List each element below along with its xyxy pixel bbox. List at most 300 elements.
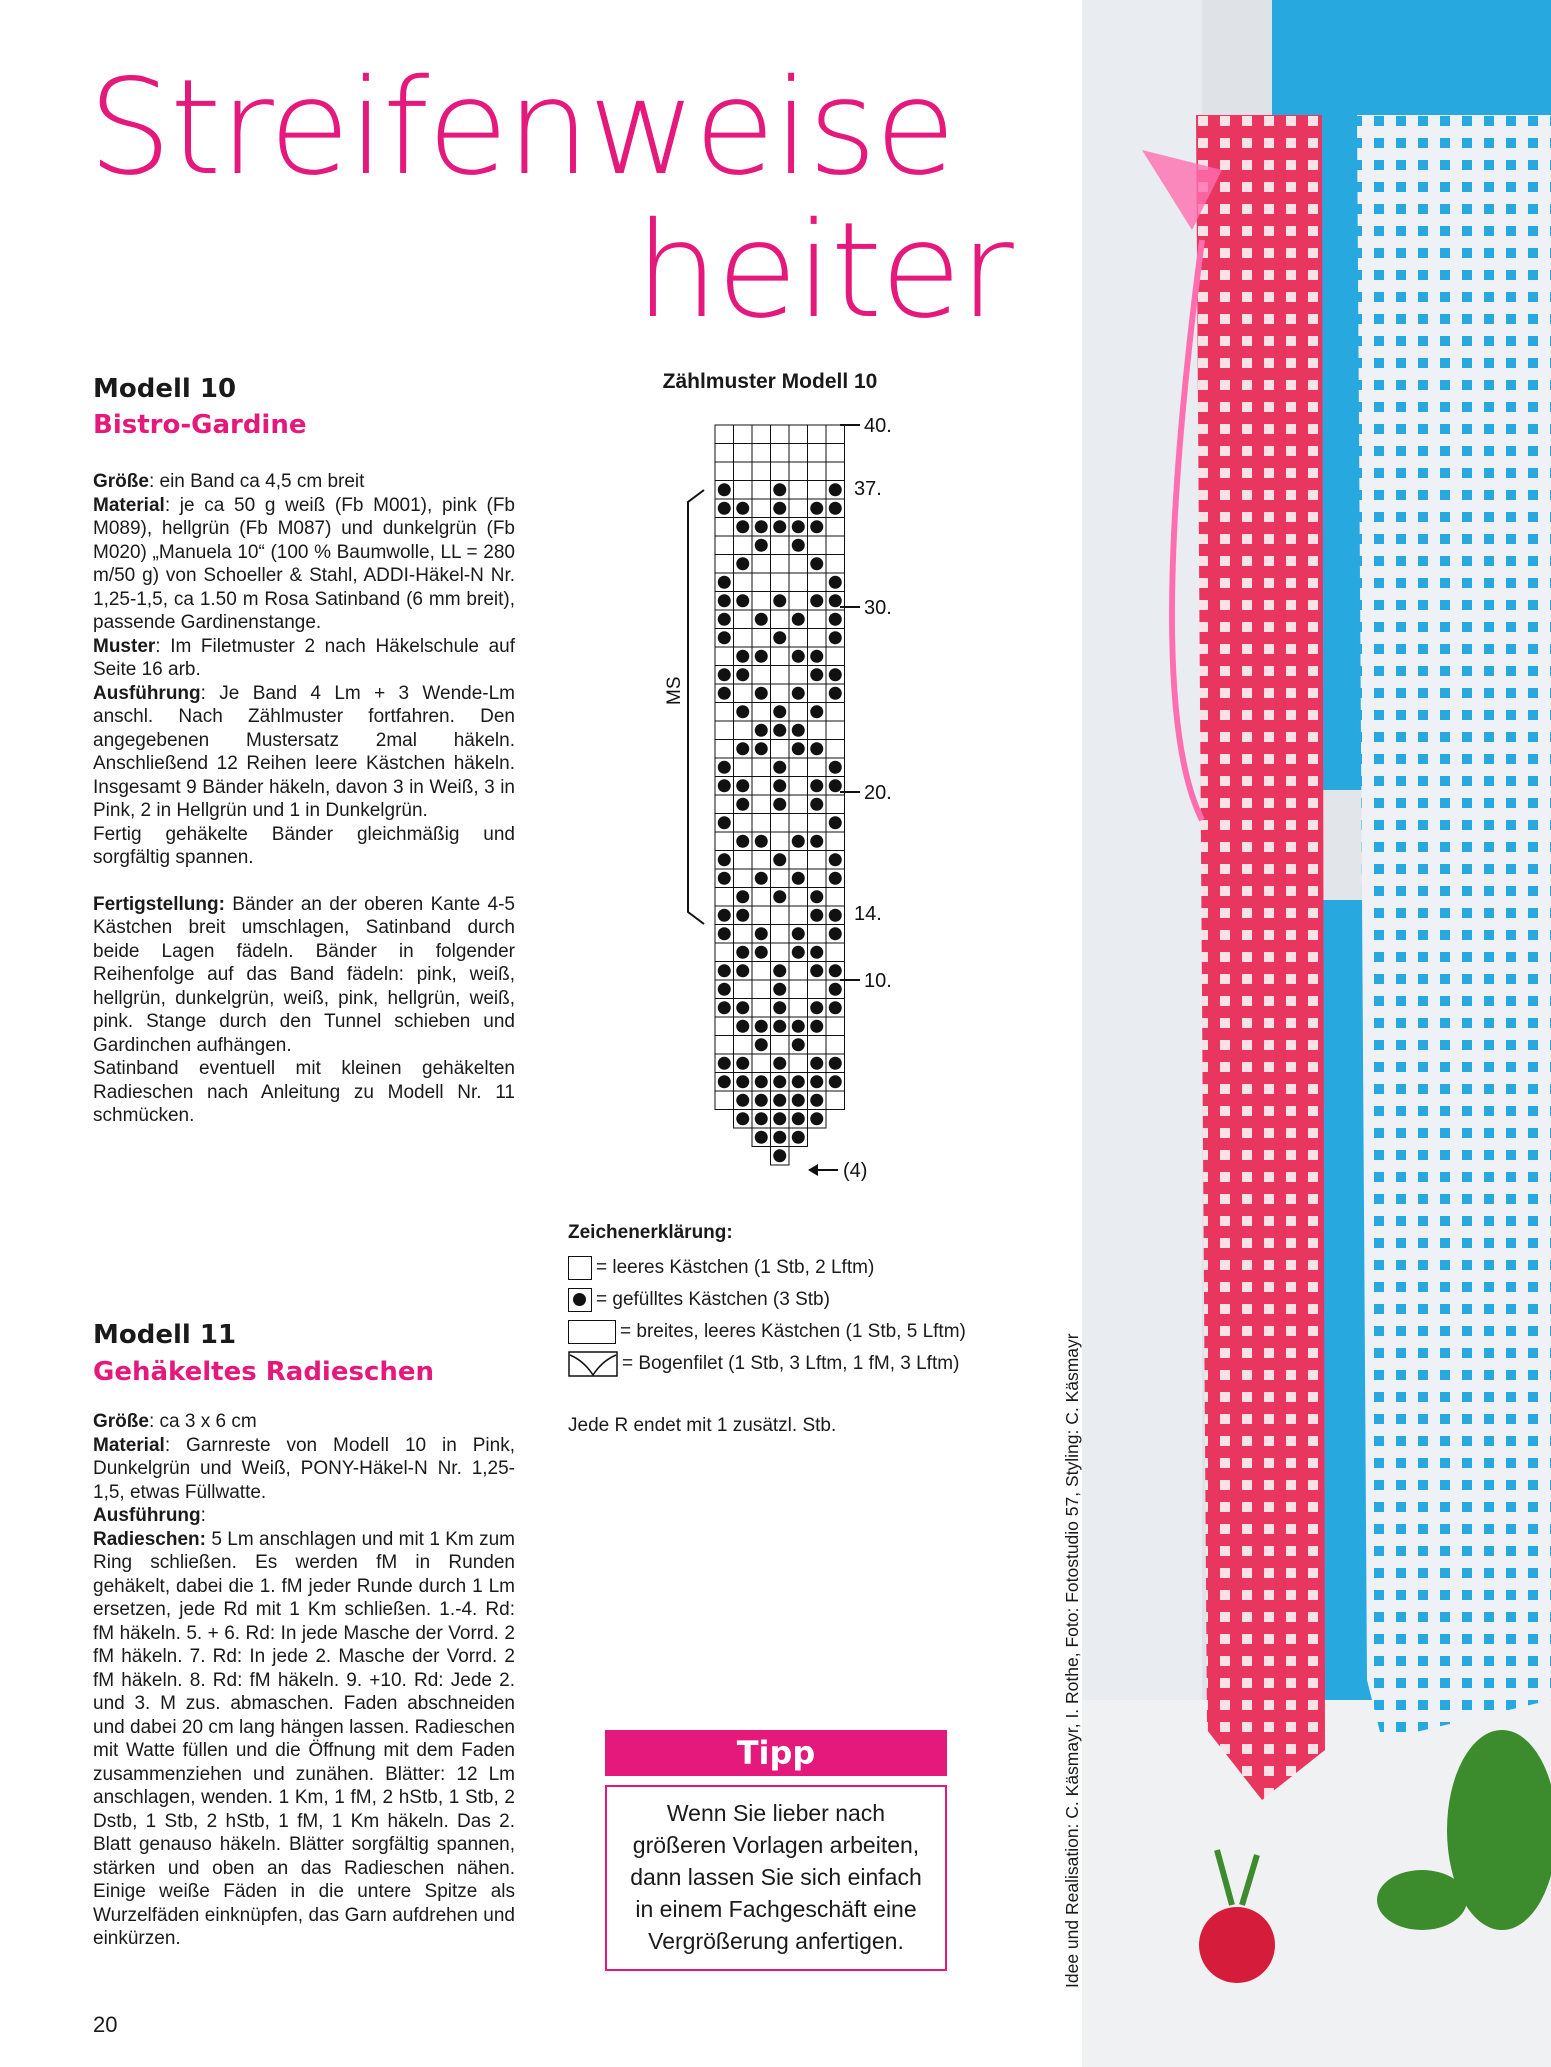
filled-stitch: [792, 1094, 805, 1107]
empty-square-icon: [568, 1256, 592, 1280]
filled-stitch: [773, 1057, 786, 1070]
filled-stitch: [718, 853, 731, 866]
chart-cell: [715, 518, 734, 537]
filled-stitch: [755, 520, 768, 533]
chart-cell: [826, 1017, 845, 1036]
legend: [568, 1222, 966, 1380]
filled-stitch: [755, 1112, 768, 1125]
chart-cell: [752, 777, 771, 796]
chart-cell: [826, 462, 845, 481]
chart-cell: [789, 906, 808, 925]
chart-cell: [826, 536, 845, 555]
chart-cell: [826, 832, 845, 851]
filled-stitch: [736, 594, 749, 607]
filled-stitch: [773, 798, 786, 811]
chart-cell: [752, 980, 771, 999]
chart-cell: [715, 740, 734, 759]
filled-stitch: [792, 1131, 805, 1144]
filled-stitch: [718, 631, 731, 644]
chart-cell: [734, 629, 753, 648]
filled-stitch: [773, 964, 786, 977]
chart-cell: [771, 1036, 790, 1055]
filled-stitch: [773, 761, 786, 774]
filled-stitch: [773, 983, 786, 996]
chart-cell: [752, 906, 771, 925]
chart-cell: [734, 481, 753, 500]
chart-cell: [752, 425, 771, 444]
filled-stitch: [773, 520, 786, 533]
model10-number: Modell 10: [93, 374, 237, 404]
chart-cell: [789, 1054, 808, 1073]
filled-stitch: [718, 779, 731, 792]
chart-cell: [734, 925, 753, 944]
filled-stitch: [773, 1020, 786, 1033]
chart-cell: [771, 462, 790, 481]
chart-cell: [808, 684, 827, 703]
filled-stitch: [829, 853, 842, 866]
filled-stitch: [829, 779, 842, 792]
filled-stitch: [773, 853, 786, 866]
chart-cell: [715, 555, 734, 574]
chart-cell: [808, 1036, 827, 1055]
ms-label: MS: [664, 676, 685, 705]
filled-stitch: [792, 1075, 805, 1088]
chart-cell: [826, 555, 845, 574]
filled-stitch: [736, 890, 749, 903]
filled-stitch: [755, 1131, 768, 1144]
filled-stitch: [792, 1038, 805, 1051]
filled-stitch: [829, 1075, 842, 1088]
chart-cell: [771, 666, 790, 685]
chart-cell: [808, 629, 827, 648]
tipp-line: Wenn Sie lieber nach: [666, 1800, 886, 1826]
filled-stitch: [718, 964, 731, 977]
filled-stitch: [792, 927, 805, 940]
chart-cell: [734, 721, 753, 740]
filled-stitch: [773, 631, 786, 644]
filled-stitch: [792, 1020, 805, 1033]
chart-cell: [826, 647, 845, 666]
chart-cell: [826, 1036, 845, 1055]
filled-stitch: [736, 650, 749, 663]
filled-stitch: [736, 1094, 749, 1107]
pattern-paragraph: Muster: Im Filetmuster 2 nach Häkelschule auf Seite 16 arb.: [93, 635, 515, 680]
filled-stitch: [829, 927, 842, 940]
chart-cell: [789, 851, 808, 870]
filled-stitch: [810, 1075, 823, 1088]
chart-cell: [789, 573, 808, 592]
row-label-20: 20.: [864, 782, 892, 804]
filled-stitch: [829, 594, 842, 607]
filled-stitch: [755, 613, 768, 626]
chart-cell: [826, 425, 845, 444]
legend-row-wide: = breites, leeres Kästchen (1 Stb, 5 Lftm): [568, 1316, 966, 1348]
model10-instructions: [93, 470, 515, 1128]
chart-cell: [789, 444, 808, 463]
filled-stitch: [810, 1001, 823, 1014]
chart-cell: [789, 629, 808, 648]
chart-cell: [734, 851, 753, 870]
row-label-37: 37.: [854, 478, 882, 500]
filled-stitch: [736, 1057, 749, 1070]
chart-cell: [734, 1036, 753, 1055]
filled-stitch: [718, 927, 731, 940]
chart-cell: [808, 481, 827, 500]
page-title-line1: Streifenweise: [88, 51, 954, 205]
legend-title: Zeichenerklärung:: [568, 1222, 733, 1243]
filled-stitch: [755, 1094, 768, 1107]
filled-stitch: [829, 1001, 842, 1014]
chart-cell: [808, 980, 827, 999]
chart-cell: [789, 462, 808, 481]
filled-square-icon: [568, 1288, 592, 1312]
chart-cell: [771, 536, 790, 555]
filled-stitch: [773, 1112, 786, 1125]
chart-cell: [734, 444, 753, 463]
filled-stitch: [773, 594, 786, 607]
filled-stitch: [810, 798, 823, 811]
legend-row-arc: = Bogenfilet (1 Stb, 3 Lftm, 1 fM, 3 Lftm): [568, 1348, 966, 1380]
filled-stitch: [810, 835, 823, 848]
chart-cell: [808, 851, 827, 870]
chart-cell: [789, 814, 808, 833]
filled-stitch: [792, 650, 805, 663]
filled-stitch: [773, 1149, 786, 1162]
chart-cell: [789, 999, 808, 1018]
filled-stitch: [829, 872, 842, 885]
chart-cell: [752, 999, 771, 1018]
chart-cell: [771, 573, 790, 592]
filled-stitch: [773, 1001, 786, 1014]
filled-stitch: [810, 1020, 823, 1033]
chart-cell: [734, 610, 753, 629]
filled-stitch: [736, 668, 749, 681]
row-label-40: 40.: [864, 415, 892, 437]
chart-cell: [734, 980, 753, 999]
chart-cell: [734, 425, 753, 444]
filled-stitch: [755, 539, 768, 552]
chart-cell: [808, 610, 827, 629]
chart-cell: [715, 721, 734, 740]
filled-stitch: [718, 483, 731, 496]
filled-stitch: [736, 779, 749, 792]
chart-cell: [771, 555, 790, 574]
filled-stitch: [718, 983, 731, 996]
filled-stitch: [736, 1020, 749, 1033]
filled-stitch: [773, 502, 786, 515]
filled-stitch: [755, 946, 768, 959]
chart-cell: [808, 925, 827, 944]
chart-cell: [752, 462, 771, 481]
filled-stitch: [755, 687, 768, 700]
model10-name: Bistro-Gardine: [93, 410, 307, 440]
chart-cell: [715, 795, 734, 814]
filled-stitch: [792, 539, 805, 552]
tipp-line: Vergrößerung anfertigen.: [648, 1928, 904, 1954]
filled-stitch: [755, 1075, 768, 1088]
chart-cell: [789, 703, 808, 722]
filled-stitch: [810, 964, 823, 977]
filled-stitch: [773, 724, 786, 737]
filled-stitch: [810, 1112, 823, 1125]
legend-row-filled: = gefülltes Kästchen (3 Stb): [568, 1284, 966, 1316]
chart-cell: [789, 425, 808, 444]
pink-crochet-band: [1196, 115, 1325, 1800]
chart-cell: [715, 462, 734, 481]
chart-cell: [808, 462, 827, 481]
chart-cell: [752, 962, 771, 981]
filled-stitch: [810, 594, 823, 607]
filled-stitch: [810, 890, 823, 903]
execution-paragraph: Ausführung:: [93, 1505, 206, 1526]
filled-stitch: [810, 742, 823, 755]
filled-stitch: [829, 631, 842, 644]
filled-stitch: [736, 520, 749, 533]
filled-stitch: [773, 890, 786, 903]
chart-cell: [826, 518, 845, 537]
filled-stitch: [736, 502, 749, 515]
chart-cell: [771, 684, 790, 703]
start-label: (4): [843, 1160, 868, 1182]
filled-stitch: [792, 872, 805, 885]
chart-cell: [771, 740, 790, 759]
curtain-photo: [1082, 0, 1551, 2067]
chart-cell: [752, 666, 771, 685]
filled-stitch: [829, 687, 842, 700]
filled-stitch: [755, 1020, 768, 1033]
filled-stitch: [773, 779, 786, 792]
chart-cell: [789, 555, 808, 574]
chart-cell: [752, 573, 771, 592]
filled-stitch: [736, 742, 749, 755]
chart-cell: [789, 980, 808, 999]
size-paragraph: Größe: ein Band ca 4,5 cm breit: [93, 471, 365, 492]
chart-cell: [715, 536, 734, 555]
chart-cell: [789, 499, 808, 518]
filled-stitch: [736, 835, 749, 848]
chart-cell: [826, 943, 845, 962]
chart-cell: [715, 444, 734, 463]
filled-stitch: [718, 613, 731, 626]
filled-stitch: [792, 613, 805, 626]
filled-stitch: [755, 1038, 768, 1051]
chart-cell: [808, 425, 827, 444]
chart-cell: [789, 758, 808, 777]
filled-stitch: [810, 1057, 823, 1070]
filled-stitch: [718, 576, 731, 589]
filled-stitch: [718, 502, 731, 515]
size-paragraph: Größe: ca 3 x 6 cm: [93, 1411, 257, 1432]
filled-stitch: [718, 594, 731, 607]
chart-cell: [734, 869, 753, 888]
chart-cell: [826, 721, 845, 740]
filled-stitch: [736, 705, 749, 718]
chart-cell: [808, 444, 827, 463]
chart-cell: [752, 795, 771, 814]
filled-stitch: [773, 705, 786, 718]
repeat-bracket: [688, 490, 704, 924]
arc-filet-icon: [568, 1351, 618, 1377]
filled-stitch: [718, 816, 731, 829]
filled-stitch: [718, 761, 731, 774]
filled-stitch: [829, 909, 842, 922]
chart-title: Zählmuster Modell 10: [662, 370, 878, 393]
white-crochet-band: [1357, 115, 1551, 1740]
wide-square-icon: [568, 1320, 616, 1344]
filled-stitch: [755, 872, 768, 885]
chart-cell: [789, 481, 808, 500]
page-title-line2: heiter: [635, 194, 1012, 348]
filled-stitch: [718, 872, 731, 885]
chart-cell: [808, 869, 827, 888]
filled-stitch: [736, 1112, 749, 1125]
chart-cell: [734, 814, 753, 833]
finishing-paragraph-2: Satinband eventuell mit kleinen gehäkelten Radieschen nach Anleitung zu Modell Nr. 11 schmücken.: [93, 1058, 515, 1126]
chart-cell: [826, 1091, 845, 1110]
chart-cell: [752, 814, 771, 833]
legend-note: Jede R endet mit 1 zusätzl. Stb.: [568, 1415, 837, 1436]
filled-stitch: [718, 909, 731, 922]
filled-stitch: [792, 724, 805, 737]
filled-stitch: [792, 687, 805, 700]
model11-number: Modell 11: [93, 1320, 237, 1350]
filled-stitch: [810, 909, 823, 922]
row-label-30: 30.: [864, 597, 892, 619]
filled-stitch: [736, 1001, 749, 1014]
filled-stitch: [792, 1112, 805, 1125]
chart-cell: [752, 888, 771, 907]
chart-cell: [734, 758, 753, 777]
chart-cell: [789, 777, 808, 796]
filled-stitch: [810, 557, 823, 570]
chart-cell: [752, 555, 771, 574]
row-label-10: 10.: [864, 970, 892, 992]
row-label-14: 14.: [854, 903, 882, 925]
filled-stitch: [792, 835, 805, 848]
radish: [1199, 1907, 1275, 1983]
chart-cell: [752, 1054, 771, 1073]
filled-stitch: [773, 483, 786, 496]
chart-cell: [752, 592, 771, 611]
chart-cell: [826, 703, 845, 722]
chart-cell: [734, 462, 753, 481]
chart-cell: [715, 888, 734, 907]
filled-stitch: [755, 724, 768, 737]
filled-stitch: [829, 483, 842, 496]
chart-cell: [771, 425, 790, 444]
chart-cell: [789, 592, 808, 611]
chart-cell: [734, 536, 753, 555]
filled-stitch: [736, 557, 749, 570]
filled-stitch: [829, 964, 842, 977]
chart-cell: [771, 610, 790, 629]
filled-stitch: [755, 650, 768, 663]
chart-cell: [789, 962, 808, 981]
filled-stitch: [810, 946, 823, 959]
filled-stitch: [792, 946, 805, 959]
filled-stitch: [792, 742, 805, 755]
filled-stitch: [718, 687, 731, 700]
filled-stitch: [810, 668, 823, 681]
chart-cell: [715, 1017, 734, 1036]
tipp-line: größeren Vorlagen arbeiten,: [632, 1832, 920, 1858]
tipp-line: dann lassen Sie sich einfach: [630, 1864, 922, 1890]
chart-cell: [715, 647, 734, 666]
chart-cell: [752, 481, 771, 500]
chart-cell: [826, 444, 845, 463]
chart-cell: [789, 888, 808, 907]
filled-stitch: [829, 502, 842, 515]
chart-cell: [771, 869, 790, 888]
chart-cell: [752, 444, 771, 463]
filled-stitch: [736, 909, 749, 922]
filled-stitch: [755, 927, 768, 940]
chart-cell: [808, 573, 827, 592]
filled-stitch: [810, 650, 823, 663]
chart-cell: [826, 795, 845, 814]
filled-stitch: [829, 761, 842, 774]
chart-cell: [808, 536, 827, 555]
filled-stitch: [718, 1001, 731, 1014]
chart-cell: [752, 499, 771, 518]
chart-cell: [789, 666, 808, 685]
filled-stitch: [829, 1057, 842, 1070]
filled-stitch: [792, 520, 805, 533]
chart-cell: [826, 888, 845, 907]
chart-cell: [771, 814, 790, 833]
chart-cell: [771, 444, 790, 463]
chart-cell: [752, 629, 771, 648]
page-number: 20: [93, 2012, 118, 2037]
chart-cell: [808, 814, 827, 833]
chart-cell: [752, 758, 771, 777]
model11-instructions: [93, 1410, 515, 1951]
chart-cell: [752, 703, 771, 722]
chart-cell: [826, 740, 845, 759]
filled-stitch: [810, 779, 823, 792]
chart-cell: [715, 703, 734, 722]
chart-cell: [789, 795, 808, 814]
chart-cell: [771, 925, 790, 944]
crochet-chart: [660, 405, 920, 1190]
tipp-box: [605, 1785, 947, 1971]
radish-leaf: [1377, 1870, 1467, 1930]
filled-stitch: [718, 668, 731, 681]
chart-cell: [771, 832, 790, 851]
photo-credit: Idee und Realisation: C. Käsmayr, I. Rothe, Foto: Fotostudio 57, Styling: C. Käsmayr: [1062, 1333, 1082, 1988]
filled-stitch: [810, 520, 823, 533]
model11-name: Gehäkeltes Radieschen: [93, 1357, 435, 1387]
execution-paragraph-2: Fertig gehäkelte Bänder gleichmäßig und sorgfältig spannen.: [93, 823, 515, 868]
chart-cell: [734, 573, 753, 592]
filled-stitch: [718, 1075, 731, 1088]
filled-stitch: [810, 502, 823, 515]
filled-stitch: [736, 798, 749, 811]
filled-stitch: [773, 1094, 786, 1107]
filled-stitch: [773, 1131, 786, 1144]
filled-stitch: [736, 1075, 749, 1088]
tipp-line: in einem Fachgeschäft eine: [635, 1896, 917, 1922]
chart-cell: [715, 1091, 734, 1110]
material-paragraph: Material: Garnreste von Modell 10 in Pink, Dunkelgrün und Weiß, PONY-Häkel-N Nr. 1,25-1,5, etwas Füllwatte.: [93, 1434, 515, 1503]
chart-cell: [771, 943, 790, 962]
radish-paragraph: Radieschen: 5 Lm anschlagen und mit 1 Km zum Ring schließen. Es werden fM in Runden gehäkelt, dabei die 1. fM jeder Runde durch 1 Lm ersetzen, jede Rd mit 1 Km schließen. 1.-4. Rd: fM häkeln. 5. + 6. Rd: In jede Masche der Vorrd. 2 fM häkeln. 7. Rd: In jede 2. Masche der Vorrd. 2 fM häkeln. 8. Rd: fM häkeln. 9. +10. Rd: Jede 2. und 3. M zus. abmaschen. Faden abschneiden und dabei 20 cm lang hängen lassen. Radieschen mit Watte füllen und die Öffnung mit dem Faden zusammenziehen und zunähen. Blätter: 12 Lm anschlagen, wenden. 1 Km, 1 fM, 2 hStb, 1 Stb, 2 Dstb, 1 Stb, 2 hStb, 1 fM, 1 Km häkeln. Das 2. Blatt genauso häkeln. Blätter sorgfältig spannen, stärken und oben an das Radieschen nähen. Einige weiße Fäden in die untere Spitze als Wurzelfäden einknüpfen, das Garn aufdrehen und einkürzen.: [93, 1528, 515, 1949]
chart-cell: [752, 851, 771, 870]
filled-stitch: [810, 1094, 823, 1107]
tipp-heading: Tipp: [605, 1730, 947, 1776]
execution-paragraph: Ausführung: Je Band 4 Lm + 3 Wende-Lm anschl. Nach Zählmuster fortfahren. Den angegebenen Mustersatz 2mal häkeln. Anschließend 12 Reihen leere Kästchen häkeln. Insgesamt 9 Bänder häkeln, davon 3 in Weiß, 3 in Pink, 2 in Hellgrün und 1 in Dunkelgrün.: [93, 682, 515, 821]
filled-stitch: [829, 576, 842, 589]
